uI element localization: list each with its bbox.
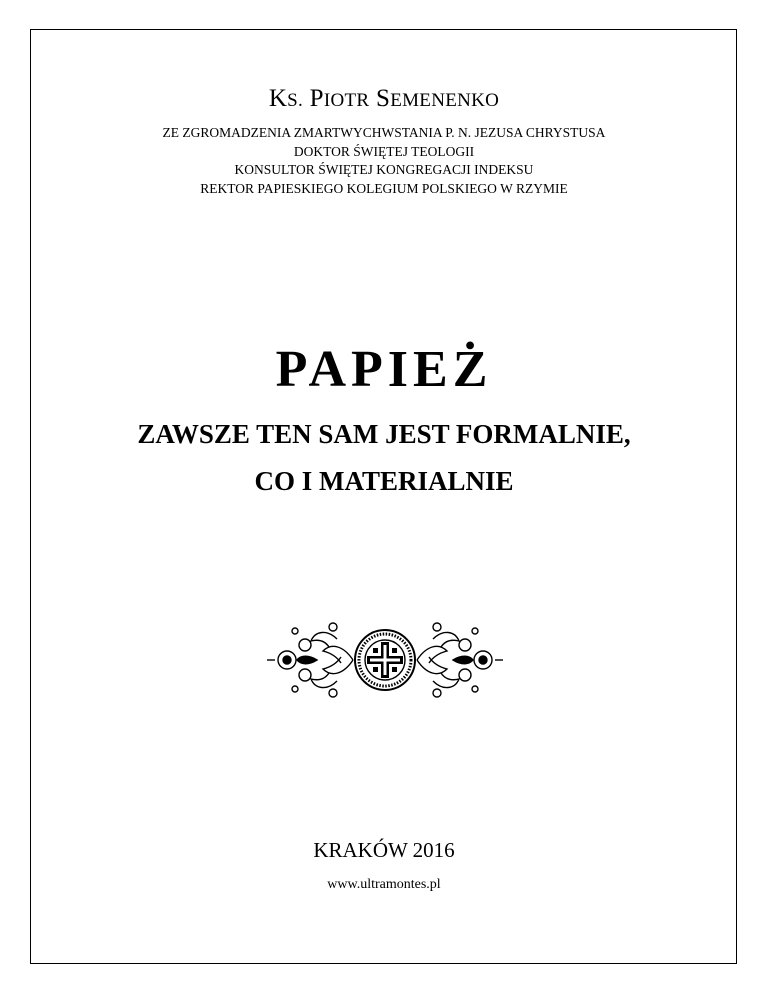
book-title: PAPIEŻ (275, 341, 493, 398)
author-name (0, 85, 768, 113)
author-initial-3: S (375, 85, 391, 112)
author-rest-2: IOTR (323, 90, 370, 111)
author-initial-1: K (268, 85, 288, 112)
author-rest-3: EMENENKO (390, 90, 500, 111)
author-initial-2: P (309, 85, 324, 112)
credential-line: DOKTOR ŚWIĘTEJ TEOLOGII (293, 143, 475, 159)
credential-line: KONSULTOR ŚWIĘTEJ KONGREGACJI INDEKSU (234, 162, 534, 177)
website-url: www.ultramontes.pl (327, 877, 441, 892)
author-rest-1: S. (287, 90, 304, 111)
book-subtitle-line-1: ZAWSZE TEN SAM JEST FORMALNIE, (137, 419, 631, 449)
book-subtitle-line-2: CO I MATERIALNIE (254, 466, 514, 496)
publication-place-year: KRAKÓW 2016 (313, 838, 455, 862)
floral-cross-ornament-icon (265, 615, 505, 705)
author-credentials (0, 124, 768, 198)
credential-line: REKTOR PAPIESKIEGO KOLEGIUM POLSKIEGO W RZYMIE (200, 180, 568, 196)
credential-line: ZE ZGROMADZENIA ZMARTWYCHWSTANIA P. N. JEZUSA CHRYSTUSA (162, 125, 606, 140)
